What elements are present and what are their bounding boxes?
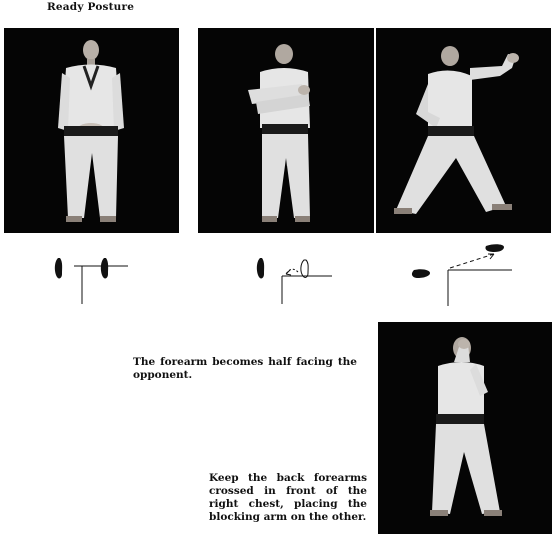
right-foot-outline-icon <box>301 260 308 277</box>
left-foot-icon <box>412 269 430 278</box>
photo-half-facing-block <box>378 322 552 534</box>
left-foot-icon <box>55 258 62 278</box>
figure-ready-posture <box>4 28 179 233</box>
right-foot-icon <box>485 244 504 252</box>
foot-diagram-step <box>254 254 334 306</box>
foot-diagram-ready <box>50 254 130 306</box>
photo-lunge-block <box>376 28 551 233</box>
figure-arms-crossed <box>198 28 374 233</box>
figure-half-facing-block <box>378 322 552 534</box>
page-heading: Ready Posture <box>47 1 135 13</box>
figure-lunge-block <box>376 28 551 233</box>
foot-diagram-lunge <box>408 240 518 310</box>
right-foot-icon <box>101 258 108 278</box>
left-foot-icon <box>257 258 264 278</box>
photo-ready-posture <box>4 28 179 233</box>
caption-forearm-half-facing: The forearm becomes half facing the opponent. <box>133 356 357 381</box>
caption-keep-back-forearms: Keep the back forearms crossed in front of the right chest, placing the blocking arm on the other. <box>209 472 367 523</box>
photo-arms-crossed <box>198 28 374 233</box>
